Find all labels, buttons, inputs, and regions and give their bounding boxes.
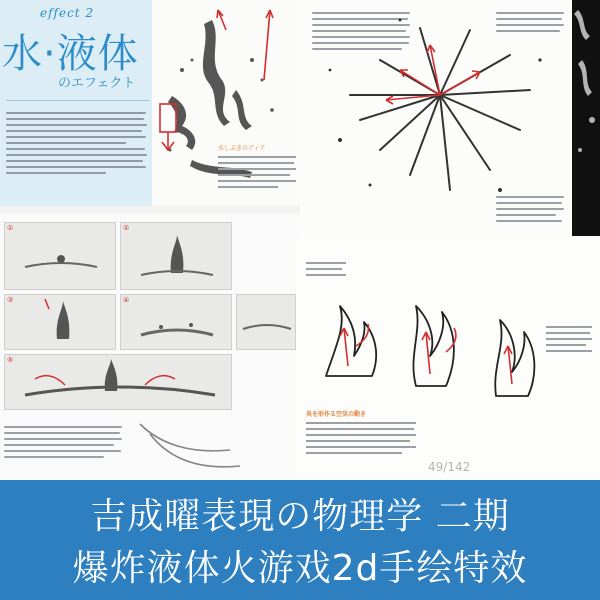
- article-title-page: [0, 0, 152, 206]
- flame-sketch-page: [296, 236, 600, 480]
- panel-5: ⑤: [4, 354, 232, 410]
- banner-title-line2: 爆炸液体火游戏2d手绘特效: [72, 548, 528, 589]
- page-number: 49/142: [428, 460, 471, 474]
- right-column-text: [496, 12, 566, 36]
- author-line: [6, 100, 150, 104]
- explosion-sketch-page: [300, 0, 572, 236]
- panel-1: ①: [4, 222, 116, 290]
- panel-3: ③: [4, 294, 116, 350]
- panel-caption-text: [4, 426, 124, 462]
- svg-text:炎を形作る空気の動き: 炎を形作る空気の動き: [306, 411, 367, 418]
- article-body-text: [6, 112, 148, 178]
- lighter-text: [496, 196, 566, 226]
- title-banner: [0, 480, 600, 600]
- panel-4: ④: [120, 294, 232, 350]
- panel-6: [236, 294, 296, 350]
- panel-2: ②: [120, 222, 232, 290]
- dark-page-edge: [572, 0, 600, 236]
- splash-sketch-page: [152, 0, 300, 206]
- svg-text:水しぶきのディテ: 水しぶきのディテ: [218, 145, 266, 152]
- effect-label: effect 2: [40, 6, 95, 20]
- water-drop-panels-page: [0, 214, 300, 480]
- article-title: 水·液体: [2, 31, 139, 77]
- banner-title-line1: 吉成曜表現の物理学 二期: [90, 496, 510, 537]
- article-subtitle: のエフェクト: [58, 76, 136, 91]
